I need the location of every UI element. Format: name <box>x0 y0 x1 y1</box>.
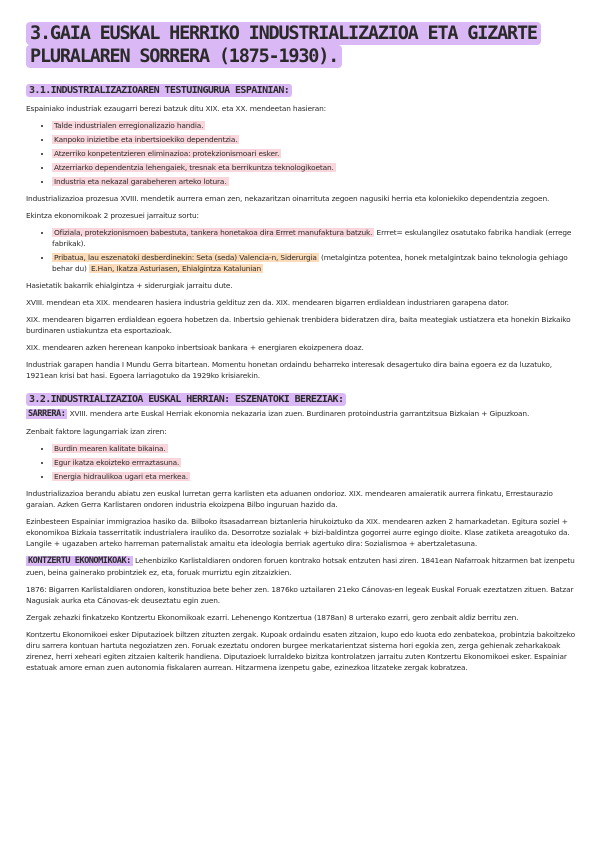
kontzertu-label: KONTZERTU EKONOMIKOAK: <box>28 556 131 566</box>
section1-heading: 3.1.INDUSTRIALIZAZIOAREN TESTUINGURUA ESPAINIAN: <box>26 84 292 97</box>
paragraph: XIX. mendearen bigarren erdialdean egoera hobetzen da. Inbertsio gehienak trenbidera bideratzen dira, baita meategiak ustiatzera eta honekin Bizkaiko burdinaren ustiakuntza eta esportazioak. <box>26 315 571 335</box>
paragraph: Industrializazioa berandu abiatu zen euskal lurretan gerra karlisten eta aduanen ondorioz. XIX. mendearen amaieratik aurrera finkatu, Errestaurazio garaian. Azken Gerra Karlistaren ondoren industria ekoizpena Bilbo inguruan hazido da. <box>26 489 553 509</box>
section2-bullet-list <box>26 443 578 482</box>
paragraph: XIX. mendearen azken herenean kanpoko inbertsioak bankara + energiaren ekoizpenera doaz. <box>26 343 364 352</box>
paragraph: Zergak zehazki finkatzeko Kontzertu Ekonomikoak ezarri. Lehenengo Kontzertua (1878an) 8 urterako ezarri, gero zenbait aldiz berritu zen. <box>26 613 519 622</box>
list-item-highlight: Ofiziala, protekzionismoen babestuta, tankera honetakoa dira Errret manufaktura batzuk. <box>54 228 373 237</box>
paragraph: Hasietatik bakarrik ehialgintza + siderurgiak jarraitu dute. <box>26 281 233 290</box>
kontzertu-text: Lehenbiziko Karlistaldiaren ondoren foruen kontrako hotsak entzuten hasi ziren. 1841ean Nafarroak hitzarmen bat izenpetu zuen, beina gainerako probintziek ez, eta, foruak murriztu egin zitzaizkien. <box>26 556 575 577</box>
list-item <box>52 162 578 173</box>
document-page <box>26 22 578 679</box>
list-item-highlight-2: E.Han, Ikatza Asturiasen, Ehialgintza Katalunian <box>90 264 262 273</box>
list-item <box>52 176 578 187</box>
paragraph: Ezinbesteen Espainiar immigrazioa hasiko da. Bilboko itsasadarrean biztanleria hirukoiztuko da XIX. mendearen azken 2 hamarkadetan. Egitura soziel + ekonomikoa Bizkaia tasserritatik industrialera irauliko da. Desorrotze sozialak + bizi-baldintza gogorrei aurre egingo dioite. Klase zatiketa areagotuko da. Langile + ugazaben arteko harreman paternalistak amaitu eta ideologia berriak agertuko dira: Sozialismoa + abertzaletasuna. <box>26 517 570 548</box>
list-item-text: Energia hidraulikoa ugari eta merkea. <box>54 472 188 481</box>
title-block <box>26 22 578 68</box>
list-item <box>52 457 578 468</box>
list-item-text: (metalgintza potentea, honek metalgintzak baino teknologia gehiago behar du) <box>52 253 568 273</box>
list-item-text: Industria eta nekazal garabeheren arteko lotura. <box>54 177 227 186</box>
section1-intro: Espainiako industriak ezaugarri berezi batzuk ditu XIX. eta XX. mendeetan hasieran: <box>26 104 326 113</box>
sarrera-paragraph <box>26 408 578 420</box>
list-item <box>52 252 578 274</box>
paragraph: Industrializazioa prozesua XVIII. mendetik aurrera eman zen, nekazaritzan oinarrituta zegoen nagusiki herria eta koloniekiko dependentzia zegoen. <box>26 194 550 203</box>
sarrera-label: SARRERA: <box>28 409 66 419</box>
paragraph: 1876: Bigarren Karlistaldiaren ondoren, konstituzioa bete beher zen. 1876ko uztailaren 21eko Cánovas-en legeak Euskal Foruak ezeztatzen zituen. Batzar Nagusiak aurka eta Cánovas-ek deuseztatu egin zuen. <box>26 585 574 605</box>
page-title: 3.GAIA EUSKAL HERRIKO INDUSTRIALIZAZIOA ETA GIZARTE PLURALAREN SORRERA (1875-1930). <box>26 22 541 68</box>
list-item-text: Errret= eskulangilez osatutako fabrika handiak (errege fabrikak). <box>52 228 572 248</box>
list-item <box>52 443 578 454</box>
list-item-highlight: Pribatua, lau eszenatoki desberdinekin: Seta (seda) Valencia-n, Siderurgia <box>54 253 317 262</box>
list-item-text: Burdin mearen kalitate bikaina. <box>54 444 166 453</box>
list-item-text: Atzerriko konpetentzieren eliminazioa: protekzionismoari esker. <box>54 149 280 158</box>
list-item-text: Atzerriarko dependentzia lehengaiek, tresnak eta berrikuntza teknologikoetan. <box>54 163 334 172</box>
paragraph: Kontzertu Ekonomikoei esker Diputazioek biltzen zituzten zergak. Kupoak ordaindu esaten zitzaion, kupo edo kuota edo zenbatekoa, probintzia bakoitzeko diru sarrera kontuan hartuta negoziatzen zen. Foruak ezeztatu ondoren burgee merkatarientzat sistema hori egokia zen, zerga gehienak zeharkakoak zirenez, herri xeheari egiten zitzaien kalterik handiena. Diputazioek lurraldeko bizitza kontrolatzen jarraitu zuten Kontzertu Ekonomikoei esker. Espainiar estatuak amore eman zuen autonomia fiskalaren aurrean. Hitzarmena izenpetu gabe, ezinezkoa litzateke zergak kobratzea. <box>26 630 575 672</box>
sarrera-text: XVIII. mendera arte Euskal Herriak ekonomia nekazaria izan zuen. Burdinaren protoindustria garrantzitsua Bizkaian + Gipuzkoan. <box>67 409 530 418</box>
section2-heading: 3.2.INDUSTRIALIZAZIOA EUSKAL HERRIAN: ESZENATOKI BEREZIAK: <box>26 393 346 406</box>
list-item-text: Talde industrialen erregionalizazio handia. <box>54 121 204 130</box>
list-item <box>52 227 578 249</box>
kontzertu-paragraph <box>26 555 578 578</box>
list-item-text: Egur ikatza ekoizteko errraztasuna. <box>54 458 180 467</box>
paragraph: XVIII. mendean eta XIX. mendearen hasiera industria geldituz zen da. XIX. mendearen bigarren erdialdean industriaren garapena dator. <box>26 298 509 307</box>
list-item <box>52 148 578 159</box>
paragraph: Ekintza ekonomikoak 2 prozesuei jarraituz sortu: <box>26 211 199 220</box>
paragraph: Zenbait faktore lagungarriak izan ziren: <box>26 427 167 436</box>
list-item <box>52 471 578 482</box>
section1-process-list <box>26 227 578 274</box>
section1-bullet-list <box>26 120 578 187</box>
list-item <box>52 120 578 131</box>
paragraph: Industriak garapen handia I Mundu Gerra bitartean. Momentu honetan ordaindu beharreko interesak desagertuko dira baina egoera ez da luzatuko, 1921ean krisi bat hasi. Egoera larriagotuko da 1929ko krisiarekin. <box>26 360 552 380</box>
list-item <box>52 134 578 145</box>
list-item-text: Kanpoko inizietibe eta inbertsioekiko dependentzia. <box>54 135 238 144</box>
